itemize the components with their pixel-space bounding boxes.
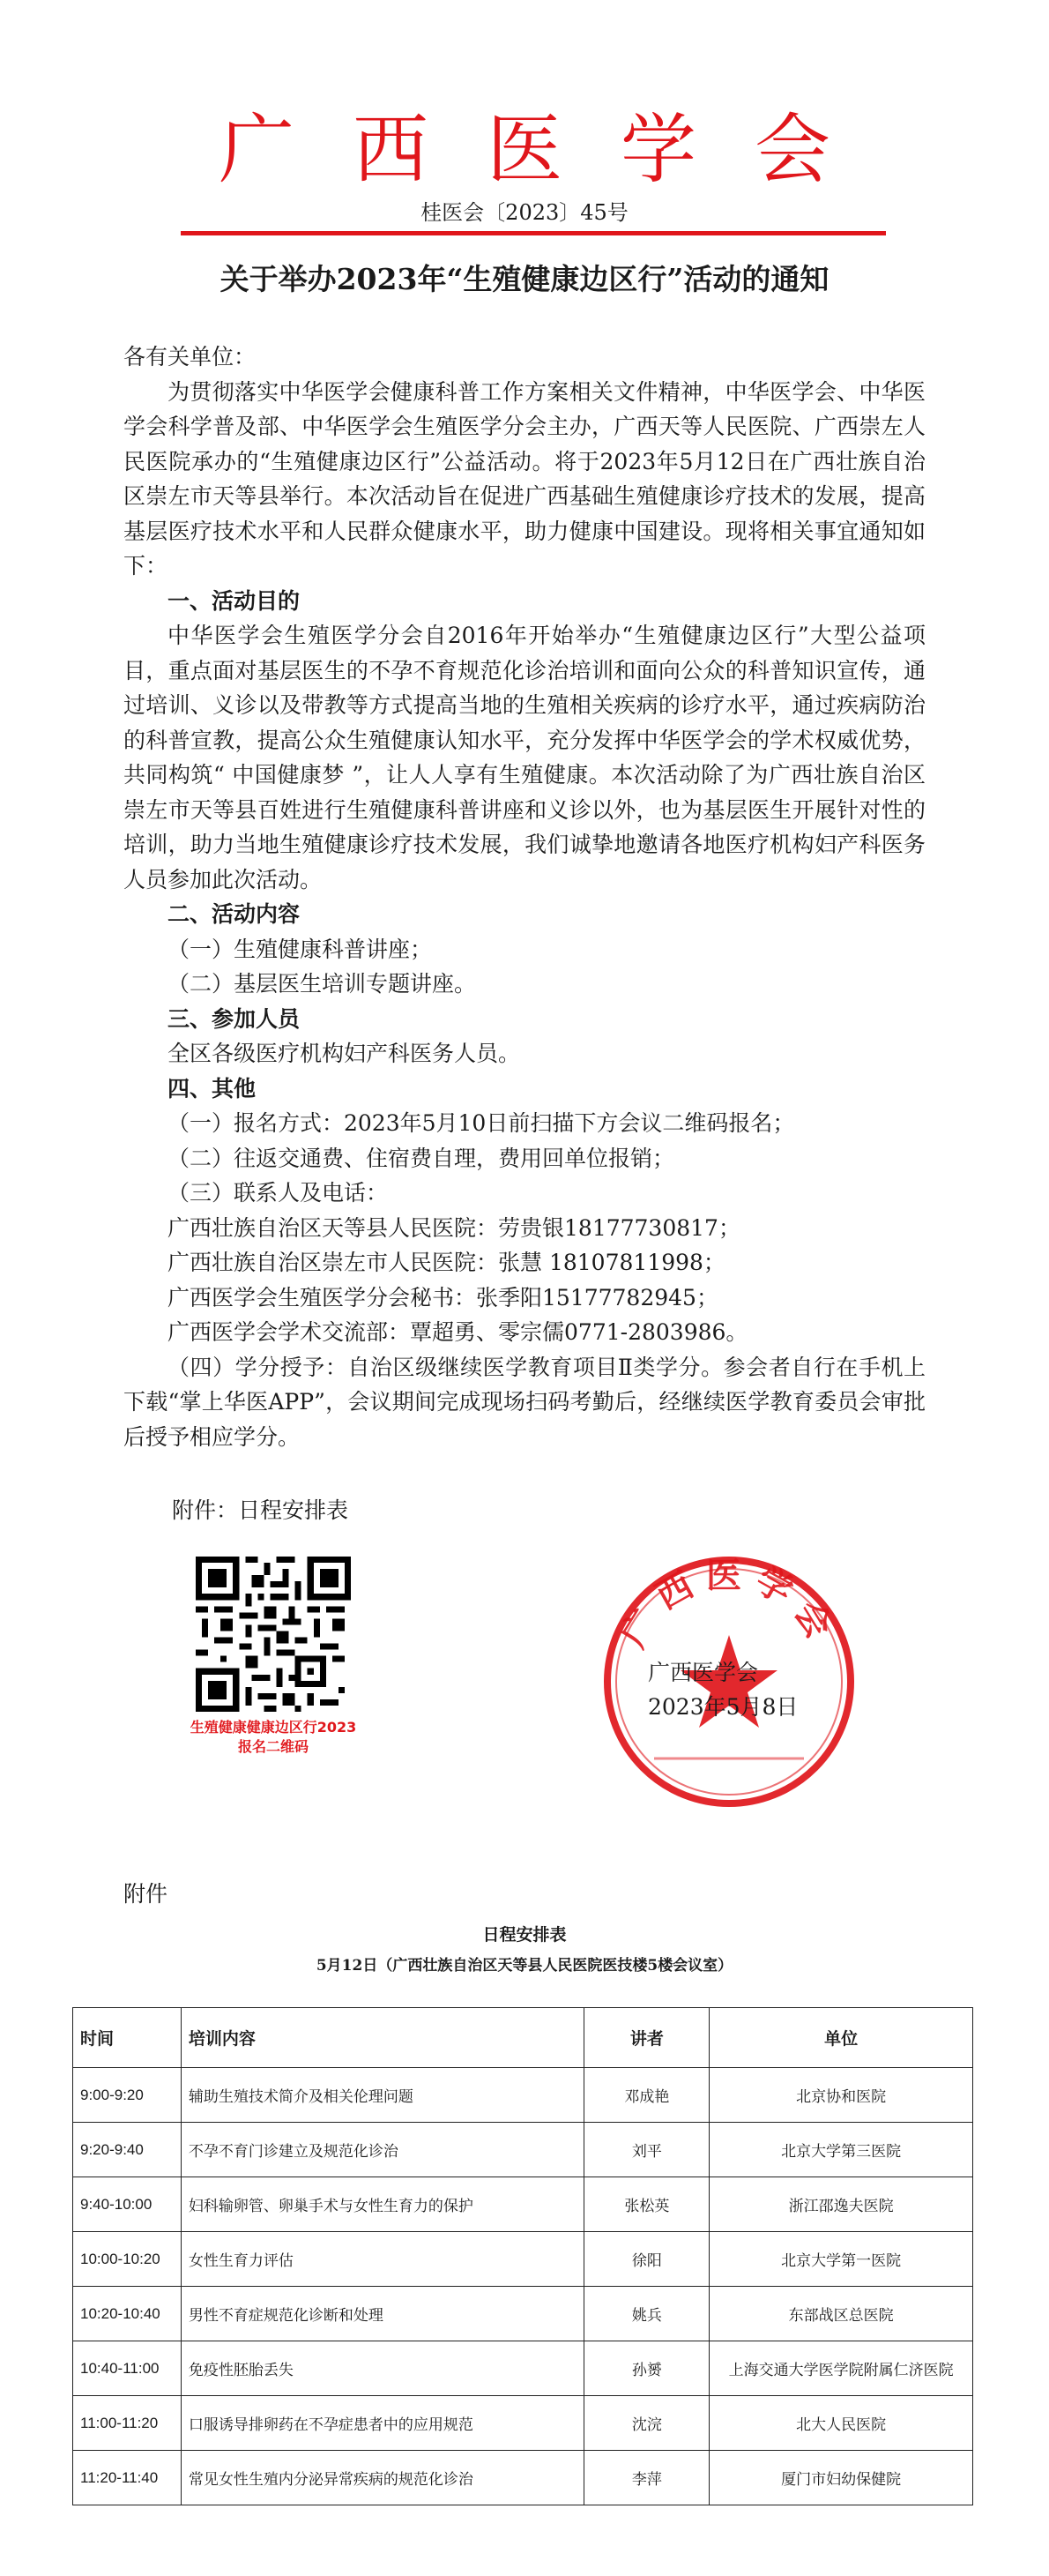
unit-cell: 北京协和医院 [710,2068,973,2123]
column-header: 讲者 [584,2008,710,2068]
table-row [73,2177,973,2232]
time-cell: 10:00-10:20 [73,2232,182,2287]
purpose-paragraph: 中华医学会生殖医学分会自2016年开始举办“生殖健康边区行”大型公益项目，重点面对基层医生的不孕不育规范化诊治培训和面向公众的科普知识宣传，通过培训、义诊以及带教等方式提高当地的生殖相关疾病的诊疗水平，通过疾病防治的科普宣教，提高公众生殖健康认知水平，充分发挥中华医学会的学术权威优势，共同构筑“ 中国健康梦 ”，让人人享有生殖健康。本次活动除了为广西壮族自治区崇左市天等县百姓进行生殖健康科普讲座和义诊以外，也为基层医生开展针对性的培训，助力当地生殖健康诊疗技术发展，我们诚挚地邀请各地医疗机构妇产科医务人员参加此次活动。 [123,623,926,892]
time-cell: 10:20-10:40 [73,2287,182,2341]
table-header-row [73,2008,973,2068]
speaker-cell: 邓成艳 [584,2068,710,2123]
qr-caption [150,1718,397,1757]
participants-text: 全区各级医疗机构妇产科医务人员。 [167,1041,521,1066]
other-item: （一）报名方式：2023年5月10日前扫描下方会议二维码报名； [167,1110,795,1136]
notice-body [123,340,926,1454]
time-cell: 9:20-9:40 [73,2123,182,2177]
table-row [73,2068,973,2123]
topic-cell: 男性不育症规范化诊断和处理 [181,2287,584,2341]
content-item: （一）生殖健康科普讲座； [167,936,433,962]
contact-line: 广西医学会生殖医学分会秘书：张季阳15177782945； [167,1284,718,1310]
other-item: （二）往返交通费、住宿费自理，费用回单位报销； [167,1145,675,1171]
table-row [73,2451,973,2505]
topic-cell: 不孕不育门诊建立及规范化诊治 [181,2123,584,2177]
contact-line: 广西壮族自治区天等县人民医院：劳贵银18177730817； [167,1214,740,1241]
topic-cell: 辅助生殖技术简介及相关伦理问题 [181,2068,584,2123]
schedule-title: 日程安排表 [482,1925,567,1945]
signature-date: 2023年5月8日 [648,1694,799,1720]
column-header: 培训内容 [181,2008,584,2068]
table-row [73,2123,973,2177]
speaker-cell: 沈浣 [584,2396,710,2451]
column-header: 时间 [73,2008,182,2068]
unit-cell: 北大人民医院 [710,2396,973,2451]
table-row [73,2341,973,2396]
unit-cell: 厦门市妇幼保健院 [710,2451,973,2505]
time-cell: 9:00-9:20 [73,2068,182,2123]
seal-ring-text: 广西医学会 [613,1555,845,1654]
org-title: 广西医学会 [219,106,889,194]
attachment-line: 附件：日程安排表 [172,1497,349,1523]
other-item: （三）联系人及电话： [167,1180,389,1206]
unit-cell: 北京大学第一医院 [710,2232,973,2287]
contact-line: 广西壮族自治区崇左市人民医院：张慧 18107811998； [167,1250,725,1275]
time-cell: 9:40-10:00 [73,2177,182,2232]
unit-cell: 东部战区总医院 [710,2287,973,2341]
notice-title: 关于举办2023年“生殖健康边区行”活动的通知 [219,262,830,296]
qr-caption-line: 生殖健康健康边区行2023 [190,1719,357,1736]
topic-cell: 妇科输卵管、卵巢手术与女性生育力的保护 [181,2177,584,2232]
section-heading-participants: 三、参加人员 [167,1005,301,1032]
time-cell: 10:40-11:00 [73,2341,182,2396]
annex-label: 附件 [123,1881,168,1907]
schedule-table [72,2007,973,2505]
topic-cell: 口服诱导排卵药在不孕症患者中的应用规范 [181,2396,584,2451]
intro-paragraph: 为贯彻落实中华医学会健康科普工作方案相关文件精神，中华医学会、中华医学会科学普及部、中华医学会生殖医学分会主办，广西天等人民医院、广西崇左人民医院承办的“生殖健康边区行”公益活动。将于2023年5月12日在广西壮族自治区崇左市天等县举行。本次活动旨在促进广西基础生殖健康诊疗技术的发展，提高基层医疗技术水平和人民群众健康水平，助力健康中国建设。现将相关事宜通知如下： [123,378,926,579]
topic-cell: 免疫性胚胎丢失 [181,2341,584,2396]
salutation: 各有关单位： [123,344,257,370]
speaker-cell: 孙赟 [584,2341,710,2396]
speaker-cell: 李萍 [584,2451,710,2505]
section-heading-content: 二、活动内容 [167,901,301,927]
speaker-cell: 徐阳 [584,2232,710,2287]
table-row [73,2232,973,2287]
qr-caption-line: 报名二维码 [237,1738,309,1755]
table-row [73,2396,973,2451]
time-cell: 11:20-11:40 [73,2451,182,2505]
topic-cell: 常见女性生殖内分泌异常疾病的规范化诊治 [181,2451,584,2505]
speaker-cell: 刘平 [584,2123,710,2177]
credits-paragraph: （四）学分授予：自治区级继续医学教育项目Ⅱ类学分。参会者自行在手机上下载“掌上华医APP”，会议期间完成现场扫码考勤后，经继续医学教育委员会审批后授予相应学分。 [123,1354,926,1450]
unit-cell: 北京大学第三医院 [710,2123,973,2177]
schedule-subtitle: 5月12日（广西壮族自治区天等县人民医院医技楼5楼会议室） [316,1957,733,1975]
speaker-cell: 张松英 [584,2177,710,2232]
red-divider [181,231,886,235]
table-row [73,2287,973,2341]
doc-number: 桂医会〔2023〕45号 [420,200,629,225]
unit-cell: 上海交通大学医学院附属仁济医院 [710,2341,973,2396]
contact-line: 广西医学会学术交流部：覃超勇、零宗儒0771-2803986。 [167,1319,748,1345]
column-header: 单位 [710,2008,973,2068]
section-heading-other: 四、其他 [167,1075,257,1101]
qr-code-icon[interactable] [196,1557,351,1712]
time-cell: 11:00-11:20 [73,2396,182,2451]
speaker-cell: 姚兵 [584,2287,710,2341]
content-item: （二）基层医生培训专题讲座。 [167,971,477,997]
unit-cell: 浙江邵逸夫医院 [710,2177,973,2232]
signature-org: 广西医学会 [648,1660,759,1685]
topic-cell: 女性生育力评估 [181,2232,584,2287]
section-heading-purpose: 一、活动目的 [167,587,301,614]
signature-block [648,1655,798,1724]
